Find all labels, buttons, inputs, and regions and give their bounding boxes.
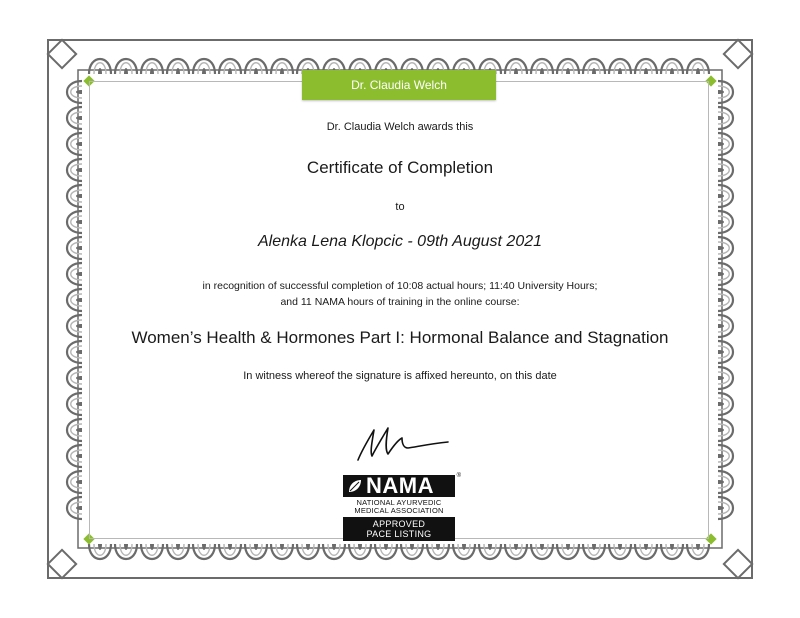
leaf-icon [347, 478, 363, 494]
nama-logo [343, 473, 461, 541]
registered-mark: ® [456, 473, 461, 479]
border-scallop [453, 544, 475, 559]
awards-line: Dr. Claudia Welch awards this [326, 121, 474, 133]
border-scallop [67, 133, 82, 155]
border-scallop [718, 471, 733, 493]
nama-subtitle-line-2: MEDICAL ASSOCIATION [354, 506, 444, 515]
border-scallop [67, 471, 82, 493]
border-corner-ornament [48, 40, 76, 68]
border-scallop [718, 393, 733, 415]
border-scallop [67, 393, 82, 415]
signature [352, 420, 452, 464]
to-line: to [395, 201, 405, 213]
nama-subtitle [343, 499, 455, 515]
border-scallop [67, 159, 82, 181]
border-scallop [271, 544, 293, 559]
border-scallop [718, 341, 733, 363]
border-corner-ornament [724, 40, 752, 68]
border-scallop [718, 107, 733, 129]
border-scallop [271, 59, 293, 74]
border-scallop [115, 544, 137, 559]
border-scallop [718, 211, 733, 233]
recognition-line-2: and 11 NAMA hours of training in the online course: [280, 296, 520, 308]
border-scallop [89, 544, 111, 559]
witness-line: In witness whereof the signature is affixed hereunto, on this date [243, 370, 557, 382]
border-scallop [427, 544, 449, 559]
border-scallop [583, 59, 605, 74]
border-scallop [323, 544, 345, 559]
border-scallop [635, 544, 657, 559]
border-scallop [479, 544, 501, 559]
border-scallop [505, 544, 527, 559]
border-scallop [245, 544, 267, 559]
border-scallop [67, 107, 82, 129]
border-scallop [349, 544, 371, 559]
border-scallop [661, 544, 683, 559]
border-scallop [141, 544, 163, 559]
border-scallop [718, 289, 733, 311]
border-scallop [718, 445, 733, 467]
border-scallop [718, 367, 733, 389]
border-scallop [167, 544, 189, 559]
border-scallop [531, 59, 553, 74]
border-scallop [297, 544, 319, 559]
border-scallop [557, 544, 579, 559]
border-scallop [115, 59, 137, 74]
border-corner-ornament [48, 550, 76, 578]
border-scallop [67, 263, 82, 285]
ribbon-label: Dr. Claudia Welch [351, 78, 447, 92]
nama-subtitle-line-1: NATIONAL AYURVEDIC [356, 498, 442, 507]
border-scallop [401, 544, 423, 559]
border-scallop [245, 59, 267, 74]
border-scallop [67, 367, 82, 389]
border-scallop [193, 544, 215, 559]
border-scallop [67, 315, 82, 337]
border-scallop [635, 59, 657, 74]
border-scallop [557, 59, 579, 74]
border-scallop [141, 59, 163, 74]
approved-line-1: APPROVED [372, 519, 426, 529]
border-scallop [193, 59, 215, 74]
border-scallop [375, 544, 397, 559]
border-scallop [718, 419, 733, 441]
border-scallop [718, 315, 733, 337]
border-scallop [67, 497, 82, 519]
border-scallop [687, 59, 709, 74]
border-scallop [505, 59, 527, 74]
border-scallop [583, 544, 605, 559]
border-scallop [219, 59, 241, 74]
border-scallop [219, 544, 241, 559]
issuer-ribbon [302, 70, 496, 100]
border-scallop [67, 185, 82, 207]
approved-pace-badge [343, 517, 455, 541]
recipient-name: Alenka Lena Klopcic - 09th August 2021 [257, 233, 543, 250]
border-scallop [609, 59, 631, 74]
approved-line-2: PACE LISTING [366, 529, 432, 539]
nama-wordmark: NAMA [366, 473, 434, 498]
border-scallop [167, 59, 189, 74]
border-scallop [718, 497, 733, 519]
border-scallop [67, 211, 82, 233]
border-scallop [718, 237, 733, 259]
border-scallop [661, 59, 683, 74]
border-scallop [67, 445, 82, 467]
border-scallop [718, 159, 733, 181]
border-scallop [718, 185, 733, 207]
inner-border-rule [89, 81, 709, 539]
border-scallop [67, 419, 82, 441]
course-title: Women’s Health & Hormones Part I: Hormonal Balance and Stagnation [131, 328, 669, 347]
border-scallop [67, 81, 82, 103]
border-scallop [67, 341, 82, 363]
certificate-title: Certificate of Completion [306, 158, 494, 177]
border-scallop [687, 544, 709, 559]
border-scallop [67, 237, 82, 259]
nama-logo-header [343, 475, 455, 497]
border-corner-ornament [724, 550, 752, 578]
recognition-line-1: in recognition of successful completion of 10:08 actual hours; 11:40 University Hours; [202, 280, 598, 292]
border-scallop [531, 544, 553, 559]
border-scallop [609, 544, 631, 559]
border-scallop [67, 289, 82, 311]
border-scallop [89, 59, 111, 74]
recognition-text [100, 278, 700, 310]
border-scallop [718, 133, 733, 155]
border-scallop [718, 81, 733, 103]
border-scallop [718, 263, 733, 285]
